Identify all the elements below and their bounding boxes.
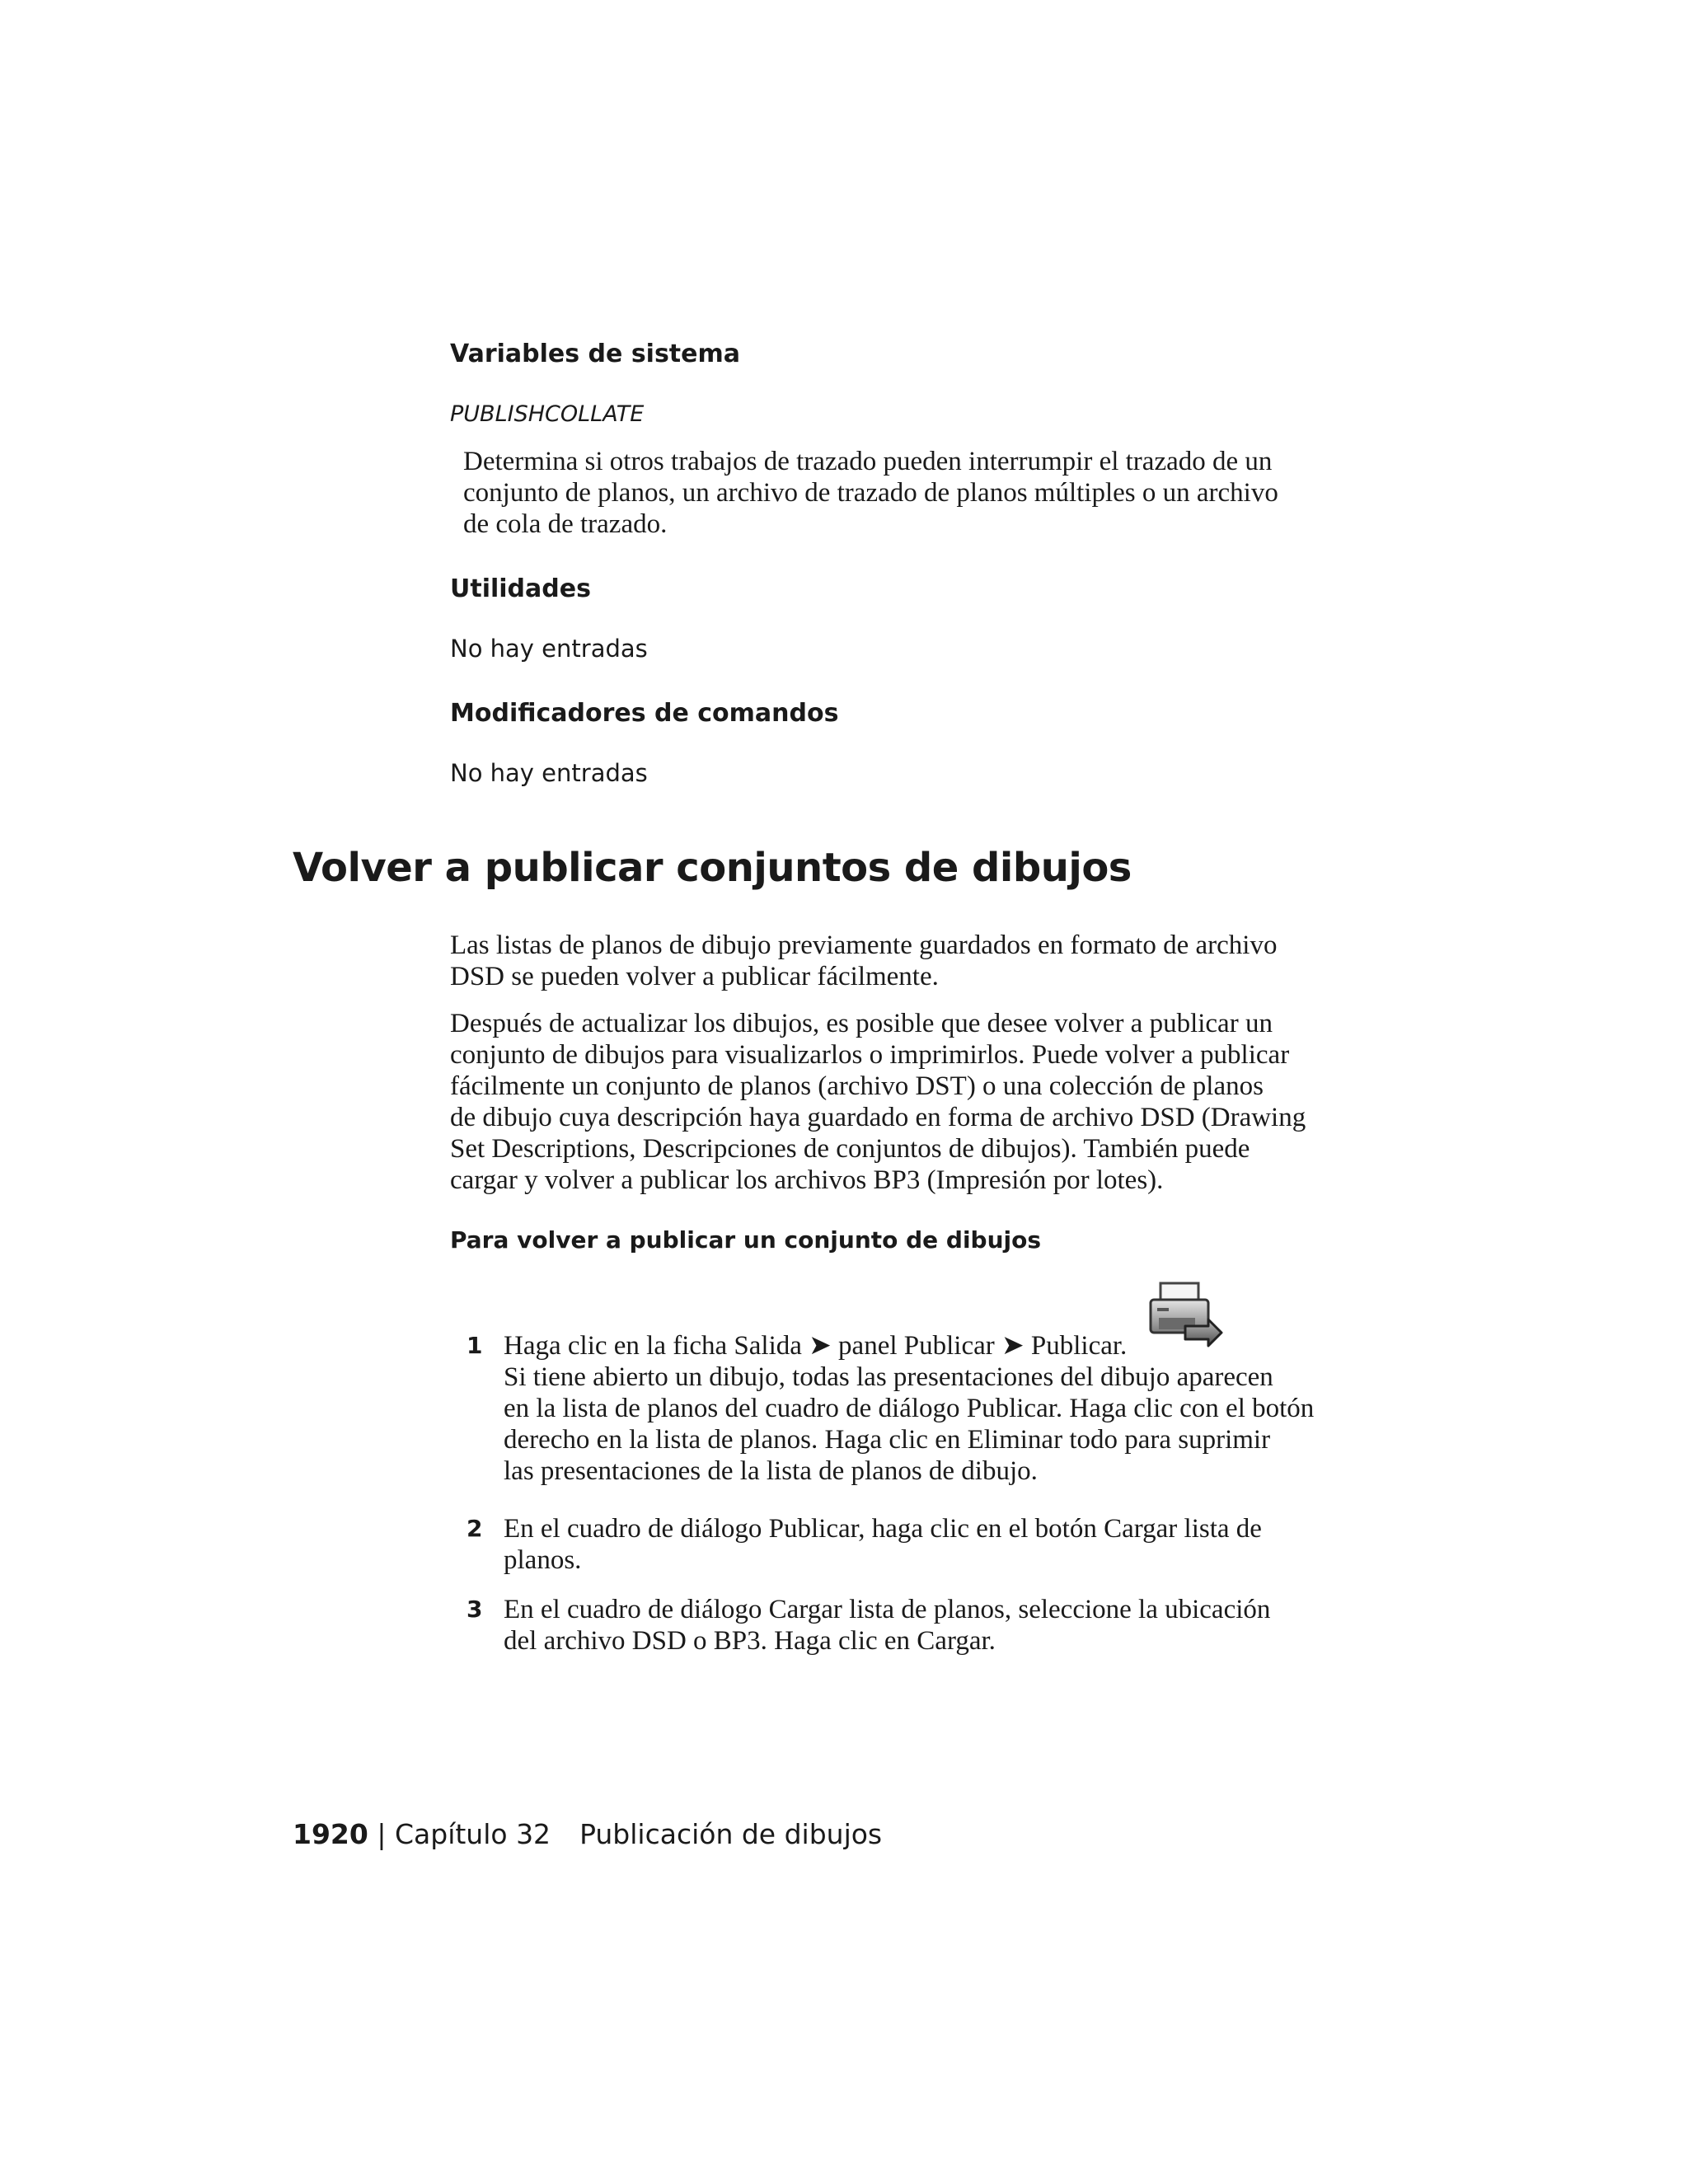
intro-line: Set Descriptions, Descripciones de conjuntos de dibujos). También puede (450, 1134, 1250, 1164)
step-detail-line: derecho en la lista de planos. Haga clic en Eliminar todo para suprimir (504, 1425, 1271, 1455)
step-line: planos. (504, 1545, 582, 1575)
command-modifiers-heading: Modificadores de comandos (450, 699, 839, 728)
step-number: 2 (467, 1515, 483, 1542)
intro-line: DSD se pueden volver a publicar fácilmente. (450, 962, 939, 991)
intro-line: conjunto de dibujos para visualizarlos o imprimirlos. Puede volver a publicar (450, 1040, 1290, 1070)
step-line: del archivo DSD o BP3. Haga clic en Cargar. (504, 1626, 996, 1656)
step-body (504, 1513, 1344, 1576)
variable-description-line: Determina si otros trabajos de trazado pueden interrumpir el trazado de un (463, 447, 1273, 476)
variable-description-line: conjunto de planos, un archivo de trazado de planos múltiples o un archivo (463, 478, 1278, 508)
intro-paragraph-2 (450, 1008, 1423, 1196)
step-number: 3 (467, 1596, 483, 1623)
utilities-heading: Utilidades (450, 574, 591, 603)
step-detail-line: Si tiene abierto un dibujo, todas las presentaciones del dibujo aparecen (504, 1362, 1273, 1392)
step-detail-line: las presentaciones de la lista de planos de dibujo. (504, 1456, 1038, 1486)
step-2 (467, 1513, 1390, 1579)
utilities-text: No hay entradas (450, 635, 648, 663)
step-body (504, 1330, 1344, 1487)
page-number: 1920 (293, 1818, 368, 1850)
intro-line: Las listas de planos de dibujo previamente guardados en formato de archivo (450, 930, 1278, 960)
footer-chapter: Capítulo 32 (394, 1818, 551, 1850)
page-footer (293, 1818, 882, 1851)
step-line: En el cuadro de diálogo Cargar lista de planos, seleccione la ubicación (504, 1595, 1271, 1624)
system-variables-heading: Variables de sistema (450, 340, 741, 368)
intro-paragraph-1 (450, 930, 1423, 992)
step-line: Haga clic en la ficha Salida ➤ panel Publicar ➤ Publicar. (504, 1331, 1128, 1361)
intro-line: Después de actualizar los dibujos, es posible que desee volver a publicar un (450, 1009, 1273, 1038)
intro-line: fácilmente un conjunto de planos (archivo DST) o una colección de planos (450, 1071, 1264, 1101)
command-modifiers-text: No hay entradas (450, 759, 648, 787)
intro-line: cargar y volver a publicar los archivos BP3 (Impresión por lotes). (450, 1165, 1164, 1195)
footer-chapter-title: Publicación de dibujos (579, 1818, 883, 1850)
variable-name: PUBLISHCOLLATE (450, 401, 645, 427)
step-line: En el cuadro de diálogo Publicar, haga clic en el botón Cargar lista de (504, 1514, 1262, 1544)
step-1 (467, 1330, 1390, 1503)
step-body (504, 1594, 1344, 1657)
publish-printer-icon (1146, 1280, 1225, 1352)
footer-separator: | (377, 1818, 387, 1850)
procedure-heading: Para volver a publicar un conjunto de dibujos (450, 1226, 1042, 1254)
main-heading: Volver a publicar conjuntos de dibujos (293, 845, 1132, 891)
variable-description-line: de cola de trazado. (463, 509, 668, 539)
intro-line: de dibujo cuya descripción haya guardado en forma de archivo DSD (Drawing (450, 1103, 1306, 1132)
step-3 (467, 1594, 1390, 1660)
variable-description (463, 446, 1411, 540)
step-detail-line: en la lista de planos del cuadro de diálogo Publicar. Haga clic con el botón (504, 1394, 1315, 1423)
step-number: 1 (467, 1332, 483, 1359)
